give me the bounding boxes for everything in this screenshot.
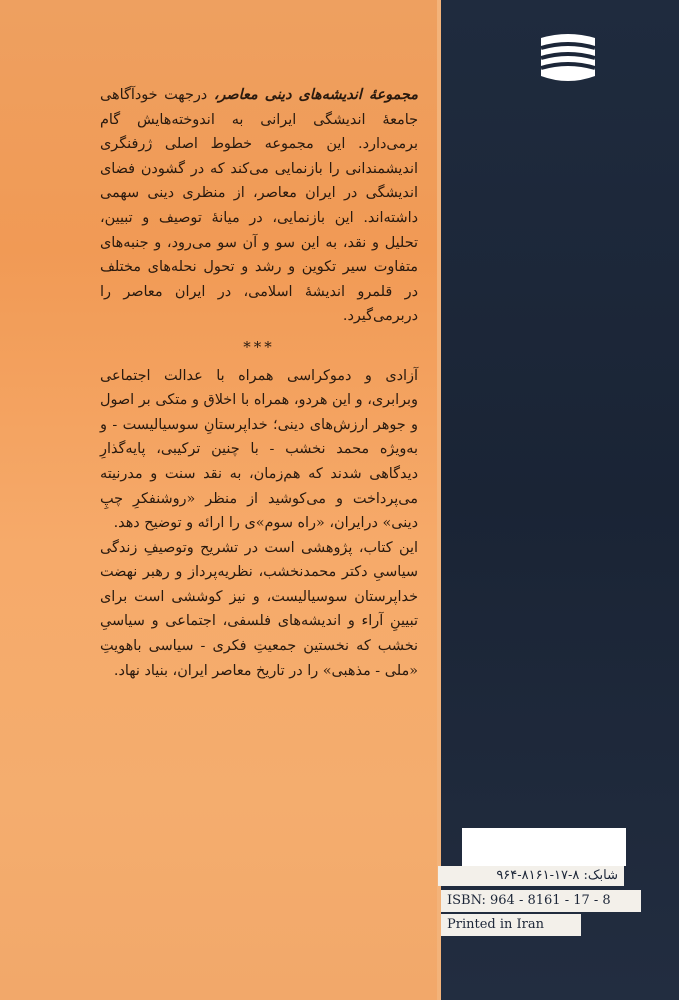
series-title: مجموعهٔ اندیشه‌های دینی معاصر،: [213, 86, 418, 103]
section-separator: ***: [243, 337, 275, 356]
paragraph-second: آزادی و دموکراسی همراه با عدالت اجتماعی وبرابری، و این هردو، همراه با اخلاق و متکی بر اصول و جوهر ارزش‌های دینی؛ خداپرستانِ سوسیالیست - و به‌ویژه محمد نخشب - با چنین ترکیبی، پایه‌گذارِ دیدگاهی شدند که هم‌زمان، به نقد سنت و مدرنیته می‌پرداخت و می‌کوشید از منظر «روشنفکرِ چپِ دینی» درایران، «راه سوم»ی را ارائه و توضیح دهد.: [100, 367, 418, 532]
paragraph-intro: [100, 83, 418, 329]
publisher-logo-icon: [535, 30, 601, 86]
intro-text: درجهت خودآگاهی جامعهٔ اندیشگی ایرانی به اندوخته‌هایش گام برمی‌دارد. این مجموعه خطوط اصلی ژرفنگری اندیشمندانی را بازنمایی می‌کند که در گشودن فضای اندیشگی در ایران معاصر، از منظری دینی سهمی داشته‌اند. این بازنمایی، در میانهٔ توصیف و تبیین، تحلیل و نقد، به این سو و آن سو می‌رود، و جنبه‌های متفاوت سیر تکوین و رشد و تحول نحله‌های مختلف در قلمرو اندیشهٔ اسلامی، در ایران معاصر را دربرمی‌گیرد.: [100, 87, 418, 325]
barcode-sticker: [462, 828, 626, 866]
paragraph-third: این کتاب، پژوهشی است در تشریح وتوصیفِ زندگی سیاسیِ دکتر محمدنخشب، نظریه‌پرداز و رهبر نهضت خداپرستان سوسیالیست، و نیز کوششی است برای تبیینِ آراء و اندیشه‌های فلسفی، اجتماعی و سیاسیِ نخشب که نخستین جمعیتِ فکری - سیاسی باهویتِ «ملی - مذهبی» را در تاریخ معاصر ایران، بنیاد نهاد.: [100, 539, 418, 679]
isbn-persian: شابک: ۸-۱۷-۸۱۶۱-۹۶۴: [438, 866, 624, 886]
isbn-english: ISBN: 964 - 8161 - 17 - 8: [441, 890, 641, 912]
back-cover-text: [100, 83, 418, 683]
printed-in-label: Printed in Iran: [441, 914, 581, 936]
